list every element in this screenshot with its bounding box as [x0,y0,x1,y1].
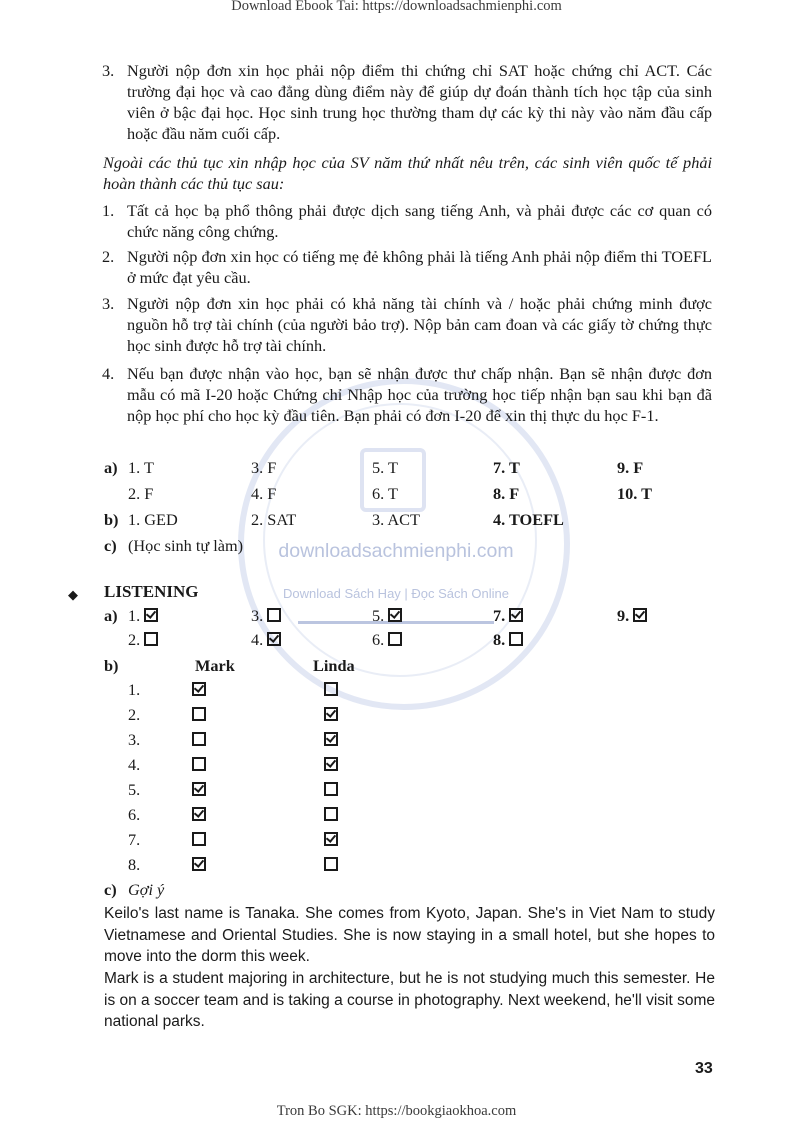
checked-box-icon [144,608,158,622]
unchecked-box-icon [324,857,338,871]
answer-item: 8. F [493,484,520,503]
hint-label: Gợi ý [128,880,165,899]
answer-item: 3. F [251,458,277,477]
bullet-diamond-icon: ◆ [68,587,78,602]
row-number: 4. [128,755,141,774]
linda-check [324,755,338,775]
answer-number: 7. [493,606,510,625]
row-number: 7. [128,830,141,849]
answer-label: b) [104,510,119,529]
check-answer [493,606,523,626]
checked-box-icon [633,608,647,622]
check-answer [251,606,281,626]
answer-number: 5. [372,606,389,625]
unchecked-box-icon [509,632,523,646]
linda-check [324,780,338,800]
answer-number: 3. [251,606,268,625]
linda-check [324,830,338,850]
check-answer [128,606,158,626]
checked-box-icon [324,732,338,746]
list-number: 3. [102,294,115,313]
answer-item: 3. ACT [372,510,420,529]
unchecked-box-icon [324,682,338,696]
answer-item: 6. T [372,484,398,503]
unchecked-box-icon [192,707,206,721]
answer-number: 8. [493,630,510,649]
page-number: 33 [695,1060,713,1077]
checked-box-icon [509,608,523,622]
answer-item: 1. GED [128,510,178,529]
row-number: 2. [128,705,141,724]
mark-check [192,705,206,725]
checked-box-icon [388,608,402,622]
answer-label: b) [104,656,119,675]
answer-number: 9. [617,606,634,625]
row-number: 5. [128,780,141,799]
answer-item: 1. T [128,458,154,477]
linda-check [324,730,338,750]
list-item: Người nộp đơn xin học phải nộp điểm thi chứng chỉ SAT hoặc chứng chỉ ACT. Các trường đại học và cao đẳng dùng điểm này để giúp dự đoán thành tích học tập của sinh viên ở bậc đại học. Học sinh trung học thường tham dự các kỳ thi này vào năm đầu cấp hoặc đầu năm cuối cấp. [127,61,712,143]
list-number: 4. [102,364,115,383]
answer-item: 5. T [372,458,398,477]
row-number: 6. [128,805,141,824]
checked-box-icon [192,682,206,696]
answer-item: 2. SAT [251,510,297,529]
checked-box-icon [324,707,338,721]
unchecked-box-icon [192,757,206,771]
answer-label: a) [104,458,118,477]
column-header-mark: Mark [195,656,235,675]
row-number: 1. [128,680,141,699]
list-number: 1. [102,201,115,220]
answer-number: 1. [128,606,145,625]
check-answer [251,630,281,650]
check-answer [372,606,402,626]
answer-item: 2. F [128,484,154,503]
answer-label: a) [104,606,118,625]
footer-sgk-link[interactable]: Tron Bo SGK: https://bookgiaokhoa.com [276,1103,517,1119]
answer-item: 7. T [493,458,520,477]
unchecked-box-icon [144,632,158,646]
answer-number: 4. [251,630,268,649]
list-number: 3. [102,61,115,80]
header-download-link[interactable]: Download Ebook Tai: https://downloadsachmienphi.com [231,0,562,14]
section-title: LISTENING [104,582,199,601]
linda-check [324,805,338,825]
unchecked-box-icon [267,608,281,622]
mark-check [192,755,206,775]
column-header-linda: Linda [313,656,355,675]
answer-item: 10. T [617,484,652,503]
answer-label: c) [104,536,117,555]
row-number: 8. [128,855,141,874]
check-answer [617,606,647,626]
checked-box-icon [324,757,338,771]
mark-check [192,855,206,875]
list-item: Người nộp đơn xin học có tiếng mẹ đẻ không phải là tiếng Anh phải nộp điểm thi TOEFL ở mức đạt yêu cầu. [127,247,712,287]
list-item: Người nộp đơn xin học phải có khả năng tài chính và / hoặc phải chứng minh được nguồn hỗ trợ tài chính (của người bảo trợ). Nộp bản cam đoan và các giấy tờ chứng thực học sinh được hỗ trợ tài chính. [127,294,712,355]
answer-item: 4. TOEFL [493,510,564,529]
linda-check [324,855,338,875]
checked-box-icon [192,807,206,821]
list-item: Nếu bạn được nhận vào học, bạn sẽ nhận được thư chấp nhận. Bạn sẽ nhận được đơn mẫu có mã I-20 hoặc Chứng chỉ Nhập học của trường học tiếp nhận bạn sau khi bạn đã nộp học phí cho học kỳ đầu tiên. Bạn phải có đơn I-20 để xin thị thực du học F-1. [127,364,712,425]
checked-box-icon [192,857,206,871]
linda-check [324,680,338,700]
hint-paragraph: Mark is a student majoring in architecture, but he is not studying much this semester. He is on a soccer team and is taking a course in photography. Next weekend, he'll visit some national parks. [104,970,715,1030]
unchecked-box-icon [388,632,402,646]
checked-box-icon [267,632,281,646]
check-answer [493,630,523,650]
unchecked-box-icon [324,782,338,796]
row-number: 3. [128,730,141,749]
list-number: 2. [102,247,115,266]
mark-check [192,805,206,825]
mark-check [192,680,206,700]
check-answer [372,630,402,650]
answer-number: 6. [372,630,389,649]
linda-check [324,705,338,725]
answer-item: 9. F [617,458,644,477]
hint-paragraph: Keilo's last name is Tanaka. She comes from Kyoto, Japan. She's in Viet Nam to study Vietnamese and Oriental Studies. She is now staying in a small hotel, but she hopes to move into the dorm this week. [104,905,715,965]
answer-text: (Học sinh tự làm) [128,536,244,555]
unchecked-box-icon [192,832,206,846]
list-item: Tất cả học bạ phổ thông phải được dịch sang tiếng Anh, và phải được các cơ quan có chức năng công chứng. [127,201,712,241]
watermark-site: downloadsachmienphi.com [278,540,514,562]
intro-paragraph: Ngoài các thủ tục xin nhập học của SV năm thứ nhất nêu trên, các sinh viên quốc tế phải hoàn thành các thủ tục sau: [103,153,712,193]
unchecked-box-icon [324,807,338,821]
unchecked-box-icon [192,732,206,746]
checked-box-icon [324,832,338,846]
watermark-tagline: Download Sách Hay | Đọc Sách Online [283,586,509,601]
answer-item: 4. F [251,484,277,503]
mark-check [192,780,206,800]
answer-label: c) [104,880,117,899]
answer-number: 2. [128,630,145,649]
mark-check [192,830,206,850]
mark-check [192,730,206,750]
check-answer [128,630,158,650]
checked-box-icon [192,782,206,796]
